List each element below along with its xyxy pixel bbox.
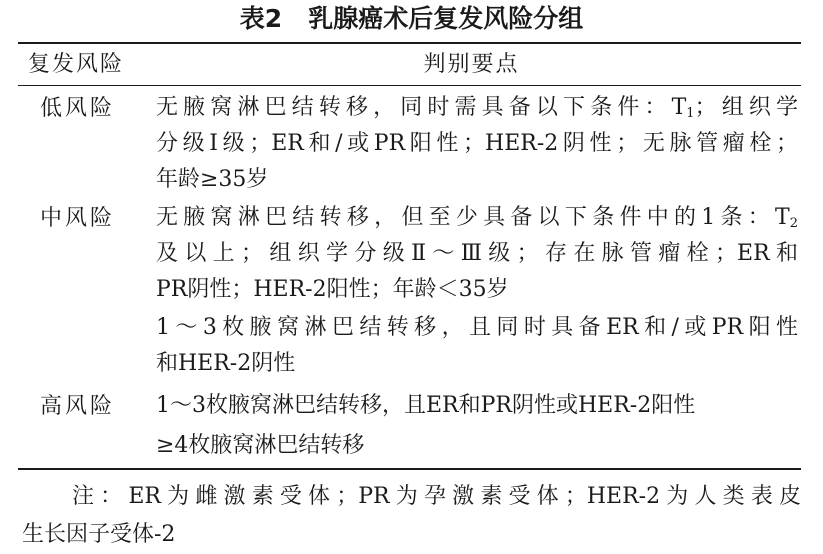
risk-medium: 中风险 xyxy=(40,206,116,231)
header-criteria: 判别要点 xyxy=(423,52,520,77)
criteria-line: 1～3枚腋窝淋巴结转移，且同时具备ER和/或PR阳性 xyxy=(156,315,798,340)
criteria-medium-2 xyxy=(156,310,798,382)
table-number: 表2 xyxy=(239,4,283,33)
criteria-line: 1～3枚腋窝淋巴结转移，且ER和PR阴性或HER-2阳性 xyxy=(156,393,696,418)
note-line-1: 注：ER为雌激素受体；PR为孕激素受体；HER-2为人类表皮 xyxy=(72,484,801,509)
criteria-line: 年龄≥35岁 xyxy=(156,167,269,192)
criteria-medium-1 xyxy=(156,200,798,308)
table-title xyxy=(0,2,823,36)
criteria-line: 无腋窝淋巴结转移，但至少具备以下条件中的1条：$T_2$ xyxy=(156,205,798,231)
criteria-line: ≥4枚腋窝淋巴结转移 xyxy=(156,433,365,458)
table-note xyxy=(18,478,801,554)
criteria-low-1 xyxy=(156,90,798,198)
criteria-line: 无腋窝淋巴结转移，同时需具备以下条件：$T_1$；组织学 xyxy=(156,95,798,121)
criteria-line: 和HER-2阴性 xyxy=(156,351,296,376)
criteria-line: PR阴性；HER-2阳性；年龄＜35岁 xyxy=(156,277,509,302)
risk-low: 低风险 xyxy=(40,96,116,121)
header-rule xyxy=(18,85,801,86)
criteria-line: 分级Ⅰ级；ER和/或PR阳性；HER-2阴性；无脉管瘤栓； xyxy=(156,131,798,156)
header-recurrence-risk: 复发风险 xyxy=(28,52,125,77)
risk-high: 高风险 xyxy=(40,394,116,419)
criteria-line: 及以上；组织学分级Ⅱ～Ⅲ级；存在脉管瘤栓；ER和 xyxy=(156,241,798,266)
table-caption: 乳腺癌术后复发风险分组 xyxy=(308,4,584,33)
note-line-2: 生长因子受体-2 xyxy=(22,522,176,547)
top-rule xyxy=(18,42,801,44)
bottom-rule xyxy=(18,468,801,470)
criteria-high-1 xyxy=(156,388,798,424)
criteria-high-2 xyxy=(156,428,798,464)
